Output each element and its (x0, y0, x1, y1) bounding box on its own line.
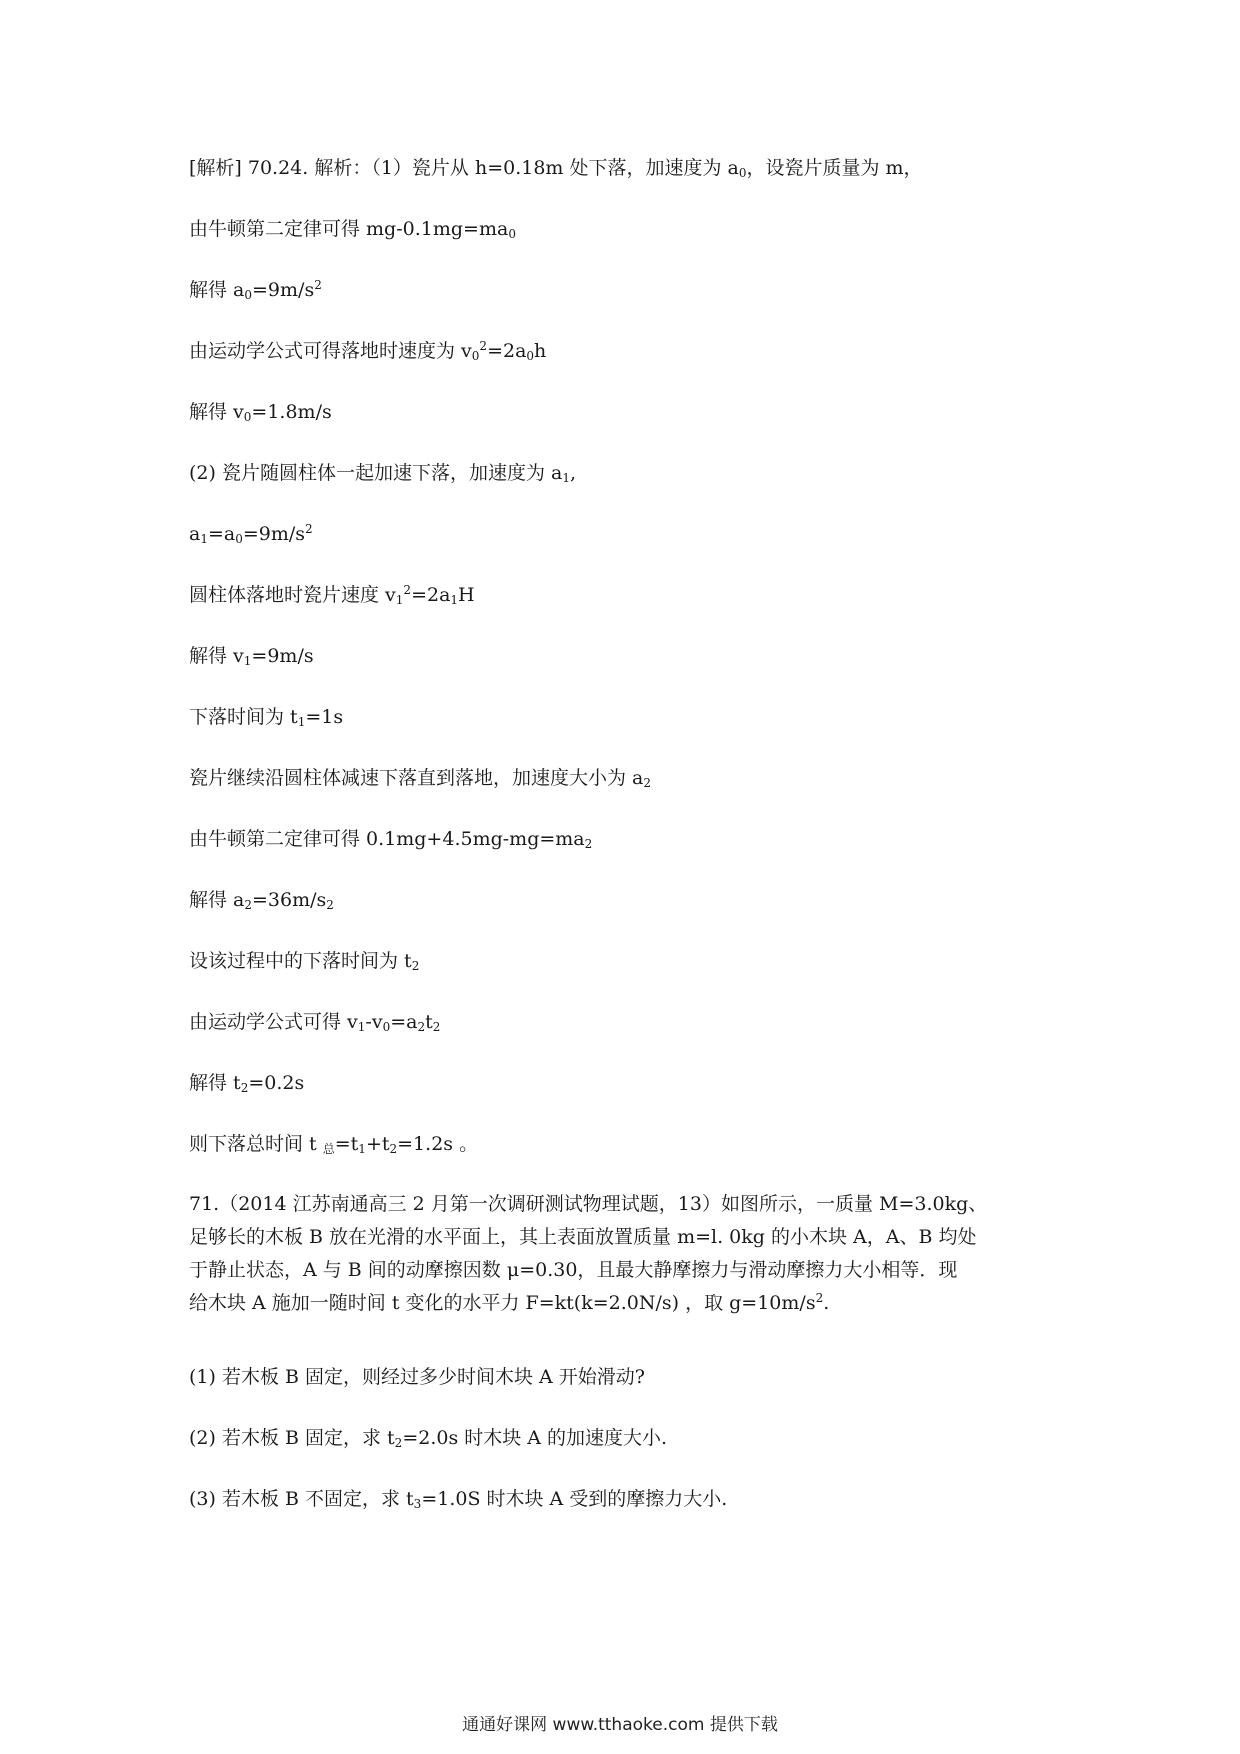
page-footer: 通通好课网 www.tthaoke.com 提供下载 (462, 1715, 778, 1735)
solution-line-6: $a_1=a_0=9m/s^2$ (189, 522, 313, 546)
problem-line-1: 71.（2014 江苏南通高三 2 月第一次调研测试物理试题，13）如图所示，一质量 M=3.0kg、 (189, 1193, 988, 1215)
question-1: (1) 若木板 B 固定，则经过多少时间木块 A 开始滑动? (189, 1366, 645, 1388)
solution-line-2: 解得 $a_0=9m/s^2$ (189, 278, 322, 302)
question-3: (3) 若木板 B 不固定，求 $t_3=1.0S$ 时木块 A 受到的摩擦力大小. (189, 1488, 728, 1511)
solution-line-16: 则下落总时间 t $_总=t_1+t_2=1.2s$ 。 (189, 1133, 479, 1156)
problem-line-4: 给木块 A 施加一随时间 t 变化的水平力 F=kt(k=2.0N/s) ，取 $g=10m/s^2$. (189, 1291, 830, 1314)
solution-line-14: 由运动学公式可得 $v_1-v_0=a_2t_2$ (189, 1011, 441, 1034)
solution-line-1: 由牛顿第二定律可得 $mg-0.1mg=ma_0$ (189, 218, 516, 241)
solution-line-11: 由牛顿第二定律可得 $0.1mg+4.5mg-mg=ma_2$ (189, 828, 593, 851)
solution-line-5: (2) 瓷片随圆柱体一起加速下落，加速度为 $a_1$, (189, 462, 577, 485)
problem-line-2: 足够长的木板 B 放在光滑的水平面上，其上表面放置质量 m=l. 0kg 的小木块 A，A、B 均处 (189, 1226, 977, 1248)
solution-line-3: 由运动学公式可得落地时速度为 $v_0^2=2a_0h$ (189, 339, 547, 363)
solution-line-12: 解得 $a_2=36m/s_2$ (189, 889, 334, 912)
solution-line-9: 下落时间为 $t_1=1s$ (189, 706, 344, 729)
solution-line-8: 解得 $v_1=9m/s$ (189, 645, 314, 668)
solution-line-4: 解得 $v_0=1.8m/s$ (189, 401, 332, 424)
solution-line-13: 设该过程中的下落时间为 $t_2$ (189, 950, 420, 973)
question-2: (2) 若木板 B 固定，求 $t_2=2.0s$ 时木块 A 的加速度大小. (189, 1427, 668, 1450)
solution-line-15: 解得 $t_2=0.2s$ (189, 1072, 305, 1095)
problem-71-statement (189, 1188, 1069, 1320)
problem-line-3: 于静止状态，A 与 B 间的动摩擦因数 μ=0.30，且最大静摩擦力与滑动摩擦力大小相等．现 (189, 1259, 958, 1281)
solution-line-7: 圆柱体落地时瓷片速度 $v_1^2=2a_1H$ (189, 583, 475, 607)
solution-header: [解析] 70.24. 解析：（1）瓷片从 h=0.18m 处下落，加速度为 $a_0$，设瓷片质量为 m， (189, 157, 923, 180)
solution-line-10: 瓷片继续沿圆柱体减速下落直到落地，加速度大小为 $a_2$ (189, 767, 652, 790)
